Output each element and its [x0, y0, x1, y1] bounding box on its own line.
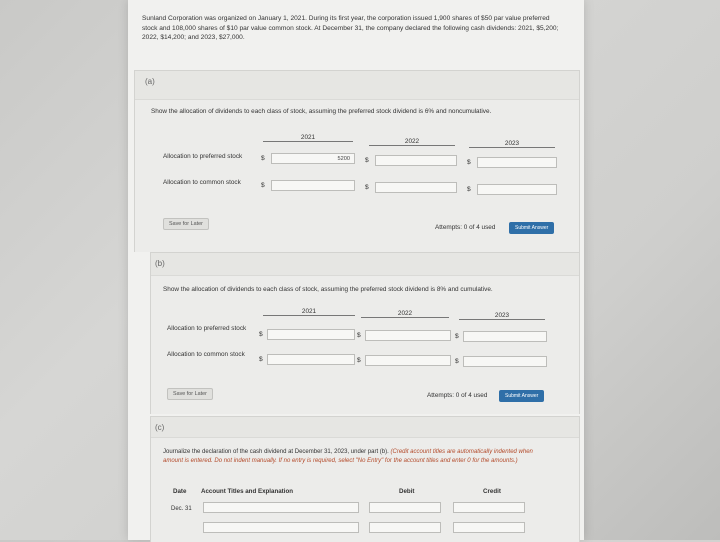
part-b-common-2021-input[interactable] [267, 354, 355, 365]
part-a-col-2022: 2022 [369, 138, 455, 146]
journal-entry-date: Dec. 31 [171, 506, 192, 512]
part-c-instruction [163, 448, 543, 465]
part-a-body [135, 99, 579, 252]
currency-symbol: $ [467, 159, 471, 166]
part-b-row-common-label: Allocation to common stock [167, 351, 245, 358]
currency-symbol: $ [259, 331, 263, 338]
part-c-instruction-text: Journalize the declaration of the cash dividend at December 31, 2023, under part (b). [163, 449, 389, 455]
part-b-common-2022-input[interactable] [365, 355, 451, 366]
journal-account-input-1[interactable] [203, 502, 359, 513]
journal-header-credit: Credit [483, 488, 501, 495]
part-a-attempts: Attempts: 0 of 4 used [435, 224, 496, 231]
part-a-preferred-2022-input[interactable] [375, 155, 457, 166]
part-b-preferred-2022-input[interactable] [365, 330, 451, 341]
journal-account-input-2[interactable] [203, 522, 359, 533]
part-b-common-2023-input[interactable] [463, 356, 547, 367]
journal-header-date: Date [173, 488, 187, 495]
currency-symbol: $ [261, 155, 265, 162]
part-a-col-2021: 2021 [263, 134, 353, 142]
currency-symbol: $ [261, 182, 265, 189]
part-b-col-2022: 2022 [361, 310, 449, 318]
part-b-instruction: Show the allocation of dividends to each class of stock, assuming the preferred stock dividend is 8% and cumulative. [163, 286, 493, 293]
journal-header-debit: Debit [399, 488, 415, 495]
part-b-save-button[interactable]: Save for Later [167, 388, 213, 400]
part-c-body [151, 437, 579, 542]
part-a-common-2022-input[interactable] [375, 182, 457, 193]
part-b-attempts: Attempts: 0 of 4 used [427, 392, 488, 399]
problem-statement: Sunland Corporation was organized on January 1, 2021. During its first year, the corporation issued 1,900 shares of $50 par value preferred stock and 108,000 shares of $10 par value common stock. At December 31, the company declared the following cash dividends: 2021, $5,200; 2022, $14,200; and 2023, $27,000. [142, 15, 559, 41]
currency-symbol: $ [467, 186, 471, 193]
part-b-preferred-2021-input[interactable] [267, 329, 355, 340]
problem-sheet [128, 0, 584, 540]
part-c-section [150, 416, 580, 542]
part-a-save-button[interactable]: Save for Later [163, 218, 209, 230]
part-a-preferred-2021-input[interactable]: 5200 [271, 153, 355, 164]
journal-header-account: Account Titles and Explanation [201, 488, 294, 495]
part-c-label: (c) [155, 423, 165, 432]
part-a-row-common-label: Allocation to common stock [163, 179, 241, 186]
journal-credit-input-2[interactable] [453, 522, 525, 533]
currency-symbol: $ [455, 333, 459, 340]
part-a-label: (a) [145, 77, 155, 86]
part-a-common-2021-input[interactable] [271, 180, 355, 191]
currency-symbol: $ [365, 184, 369, 191]
part-b-row-preferred-label: Allocation to preferred stock [167, 325, 247, 332]
currency-symbol: $ [357, 332, 361, 339]
part-b-section [150, 252, 580, 414]
currency-symbol: $ [455, 358, 459, 365]
part-a-instruction: Show the allocation of dividends to each class of stock, assuming the preferred stock dividend is 6% and noncumulative. [151, 108, 492, 115]
currency-symbol: $ [259, 356, 263, 363]
currency-symbol: $ [365, 157, 369, 164]
part-b-label: (b) [155, 259, 165, 268]
journal-credit-input-1[interactable] [453, 502, 525, 513]
part-b-submit-button[interactable]: Submit Answer [499, 390, 544, 402]
journal-debit-input-2[interactable] [369, 522, 441, 533]
part-b-col-2023: 2023 [459, 312, 545, 320]
part-a-row-preferred-label: Allocation to preferred stock [163, 153, 243, 160]
currency-symbol: $ [357, 357, 361, 364]
part-a-section [134, 70, 580, 252]
part-b-body [151, 275, 579, 414]
part-a-preferred-2023-input[interactable] [477, 157, 557, 168]
journal-debit-input-1[interactable] [369, 502, 441, 513]
part-a-col-2023: 2023 [469, 140, 555, 148]
part-b-col-2021: 2021 [263, 308, 355, 316]
part-a-submit-button[interactable]: Submit Answer [509, 222, 554, 234]
part-c-instruction-note: (Credit account titles are automatically indented when amount is entered. Do not indent manually. If no entry is required, select "No Entry" for the account titles and enter 0 for the amounts.) [163, 449, 533, 464]
part-b-preferred-2023-input[interactable] [463, 331, 547, 342]
part-a-common-2023-input[interactable] [477, 184, 557, 195]
